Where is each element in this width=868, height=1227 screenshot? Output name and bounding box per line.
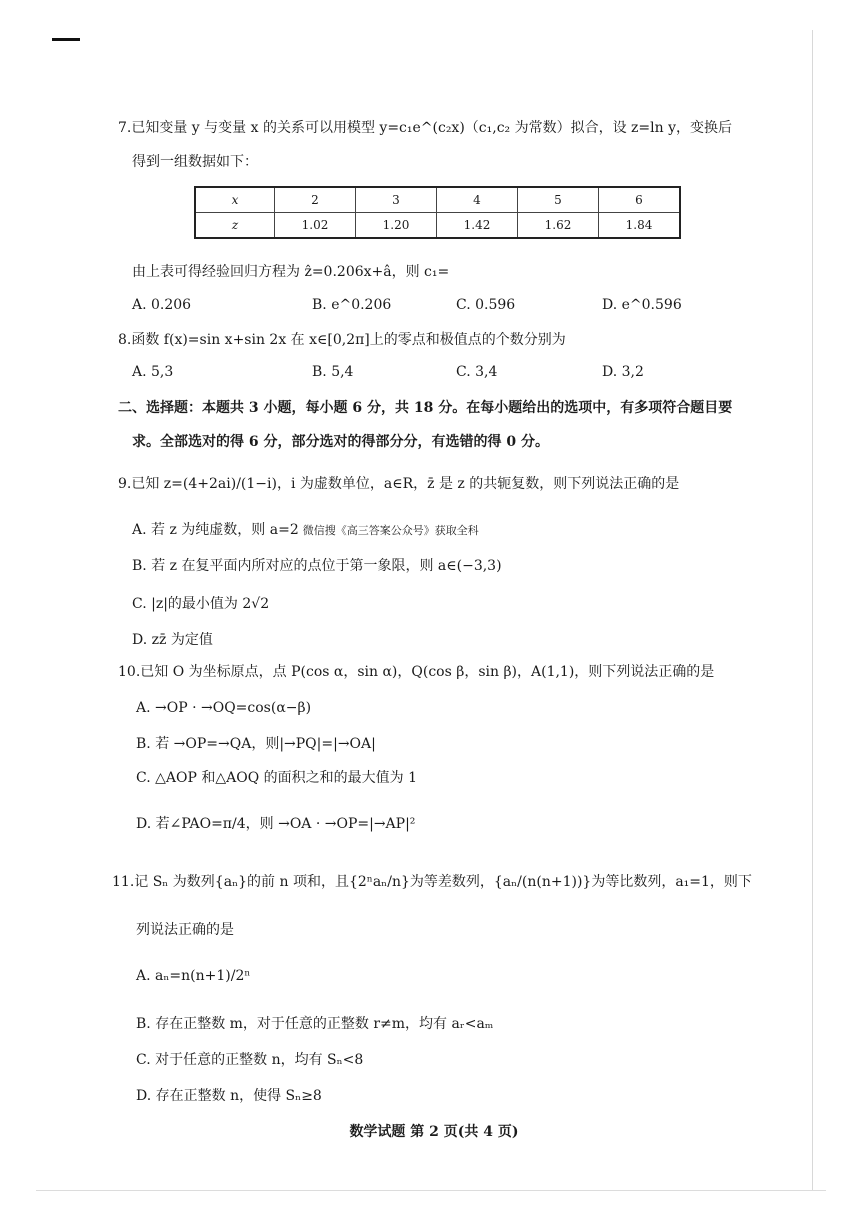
scan-edge xyxy=(36,1190,826,1191)
table-cell: 1.62 xyxy=(518,213,599,239)
q11-option-b: B. 存在正整数 m，对于任意的正整数 r≠m，均有 aᵣ<aₘ xyxy=(136,1016,494,1032)
q8-option-d: D. 3,2 xyxy=(602,364,644,380)
table-cell: 3 xyxy=(356,187,437,213)
q11-option-d: D. 存在正整数 n，使得 Sₙ≥8 xyxy=(136,1088,322,1104)
q8-option-a: A. 5,3 xyxy=(132,364,174,380)
q11-option-c: C. 对于任意的正整数 n，均有 Sₙ<8 xyxy=(136,1052,364,1068)
table-cell: 1.42 xyxy=(437,213,518,239)
q7-stem-line2: 得到一组数据如下： xyxy=(132,154,258,170)
table-cell: 1.84 xyxy=(599,213,681,239)
q7-option-d: D. e^0.596 xyxy=(602,297,682,313)
q7-stem-line1: 7.已知变量 y 与变量 x 的关系可以用模型 y=c₁e^(c₂x)（c₁,c₂ 为常数）拟合，设 z=ln y，变换后 xyxy=(118,120,733,136)
table-cell: x xyxy=(195,187,275,213)
q9-option-d: D. zz̄ 为定值 xyxy=(132,632,213,648)
q9-option-c: C. |z|的最小值为 2√2 xyxy=(132,596,270,612)
table-cell: 1.20 xyxy=(356,213,437,239)
scan-edge xyxy=(812,30,813,1190)
q9-option-a-text: A. 若 z 为纯虚数，则 a=2 xyxy=(132,522,299,538)
q10-option-a: A. →OP · →OQ=cos(α−β) xyxy=(136,700,312,716)
q9-option-a xyxy=(132,520,479,541)
table-cell: 5 xyxy=(518,187,599,213)
page-footer: 数学试题 第 2 页(共 4 页) xyxy=(349,1124,519,1140)
q9-stem: 9.已知 z=(4+2ai)/(1−i)，i 为虚数单位，a∈R，z̄ 是 z 的共轭复数，则下列说法正确的是 xyxy=(118,476,680,492)
corner-mark xyxy=(52,38,80,41)
q9-option-b: B. 若 z 在复平面内所对应的点位于第一象限，则 a∈(−3,3) xyxy=(132,558,502,574)
q7-data-table xyxy=(194,186,681,239)
q7-option-a: A. 0.206 xyxy=(132,297,192,313)
table-cell: z xyxy=(195,213,275,239)
q10-option-b: B. 若 →OP=→QA，则|→PQ|=|→OA| xyxy=(136,736,376,752)
q11-stem-line2: 列说法正确的是 xyxy=(136,922,234,938)
q8-stem: 8.函数 f(x)=sin x+sin 2x 在 x∈[0,2π]上的零点和极值点的个数分别为 xyxy=(118,332,566,348)
q10-stem: 10.已知 O 为坐标原点，点 P(cos α，sin α)，Q(cos β，sin β)，A(1,1)，则下列说法正确的是 xyxy=(118,664,715,680)
table-cell: 1.02 xyxy=(275,213,356,239)
q11-stem-line1: 11.记 Sₙ 为数列{aₙ}的前 n 项和，且{2ⁿaₙ/n}为等差数列，{aₙ/(n(n+1))}为等比数列，a₁=1，则下 xyxy=(112,874,752,890)
q7-stem-line3: 由上表可得经验回归方程为 ẑ=0.206x+â，则 c₁= xyxy=(132,264,450,280)
table-row xyxy=(195,213,680,239)
q8-option-c: C. 3,4 xyxy=(456,364,498,380)
watermark-text: 微信搜《高三答案公众号》获取全科 xyxy=(302,524,479,537)
table-row xyxy=(195,187,680,213)
section-heading-line1: 二、选择题：本题共 3 小题，每小题 6 分，共 18 分。在每小题给出的选项中，有多项符合题目要 xyxy=(118,400,733,416)
q11-option-a: A. aₙ=n(n+1)/2ⁿ xyxy=(136,968,251,984)
q10-option-d: D. 若∠PAO=π/4，则 →OA · →OP=|→AP|² xyxy=(136,816,416,832)
q7-option-c: C. 0.596 xyxy=(456,297,516,313)
table-cell: 4 xyxy=(437,187,518,213)
q8-option-b: B. 5,4 xyxy=(312,364,354,380)
table-cell: 2 xyxy=(275,187,356,213)
table-cell: 6 xyxy=(599,187,681,213)
section-heading-line2: 求。全部选对的得 6 分，部分选对的得部分分，有选错的得 0 分。 xyxy=(132,434,549,450)
q7-option-b: B. e^0.206 xyxy=(312,297,392,313)
q10-option-c: C. △AOP 和△AOQ 的面积之和的最大值为 1 xyxy=(136,770,417,786)
